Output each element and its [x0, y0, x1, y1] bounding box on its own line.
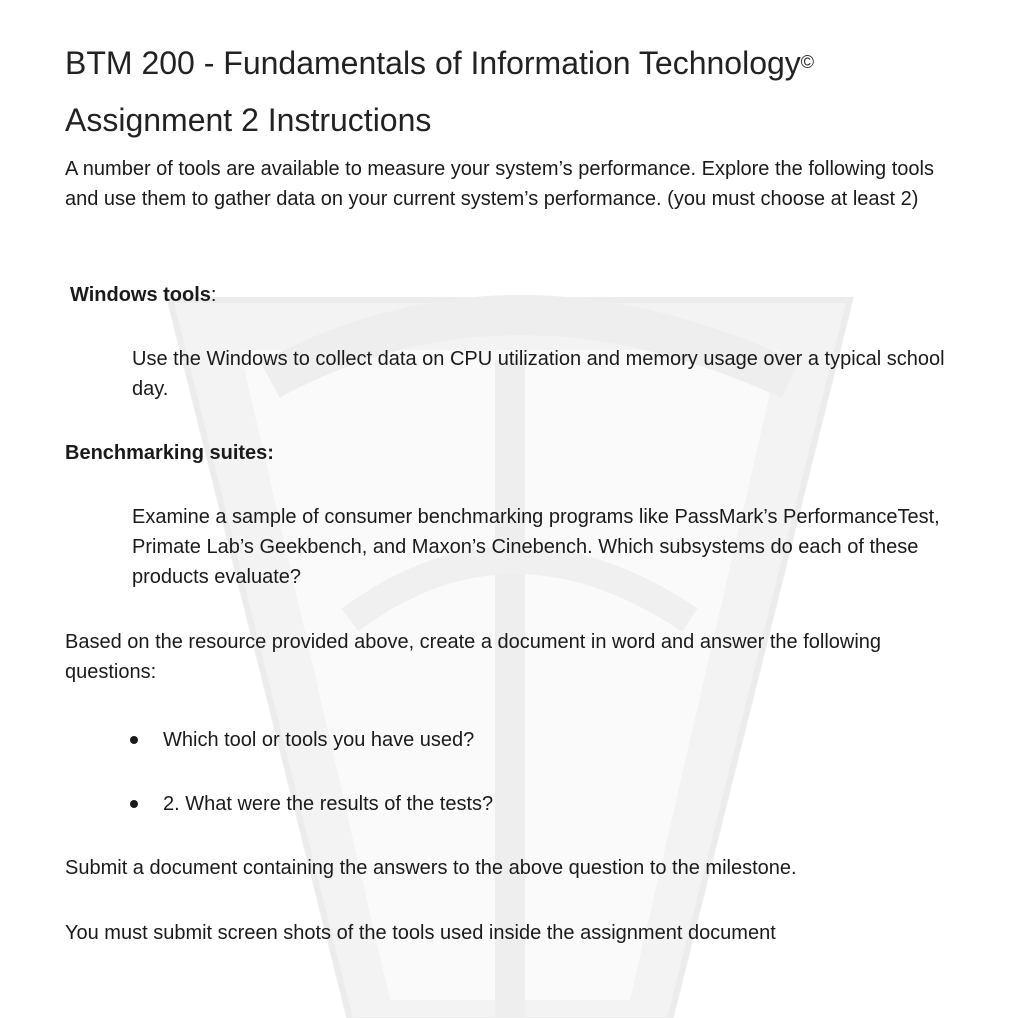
title-text: BTM 200 - Fundamentals of Information Technology [65, 45, 801, 81]
windows-heading-colon: : [210, 284, 217, 306]
benchmarking-text: Examine a sample of consumer benchmarking programs like PassMark’s PerformanceTest, Primate Lab’s Geekbench, and Maxon’s Cinebench. Which subsystems do each of these products evaluate? [132, 506, 940, 588]
instructions-paragraph: Based on the resource provided above, create a document in word and answer the following questions: [65, 631, 882, 683]
question-text: 2. What were the results of the tests? [163, 793, 494, 815]
bullet-icon [130, 736, 138, 744]
windows-tools-text: Use the Windows to collect data on CPU utilization and memory usage over a typical school day. [132, 348, 945, 400]
benchmarking-heading: Benchmarking suites: [65, 442, 274, 464]
document-subtitle: Assignment 2 Instructions [65, 102, 432, 138]
screenshots-paragraph: You must submit screen shots of the tools used inside the assignment document [65, 922, 776, 944]
copyright-mark: © [800, 52, 815, 72]
intro-paragraph: A number of tools are available to measure your system’s performance. Explore the following tools and use them to gather data on your current system’s performance. (you must choose at least 2) [65, 158, 934, 210]
document-title [65, 40, 814, 85]
question-text: Which tool or tools you have used? [163, 729, 475, 751]
submit-paragraph: Submit a document containing the answers to the above question to the milestone. [65, 857, 797, 879]
windows-tools-heading [70, 280, 216, 310]
bullet-icon [130, 800, 138, 808]
question-item [130, 725, 474, 755]
windows-heading-text: Windows tools [70, 284, 211, 306]
question-item [130, 789, 493, 819]
